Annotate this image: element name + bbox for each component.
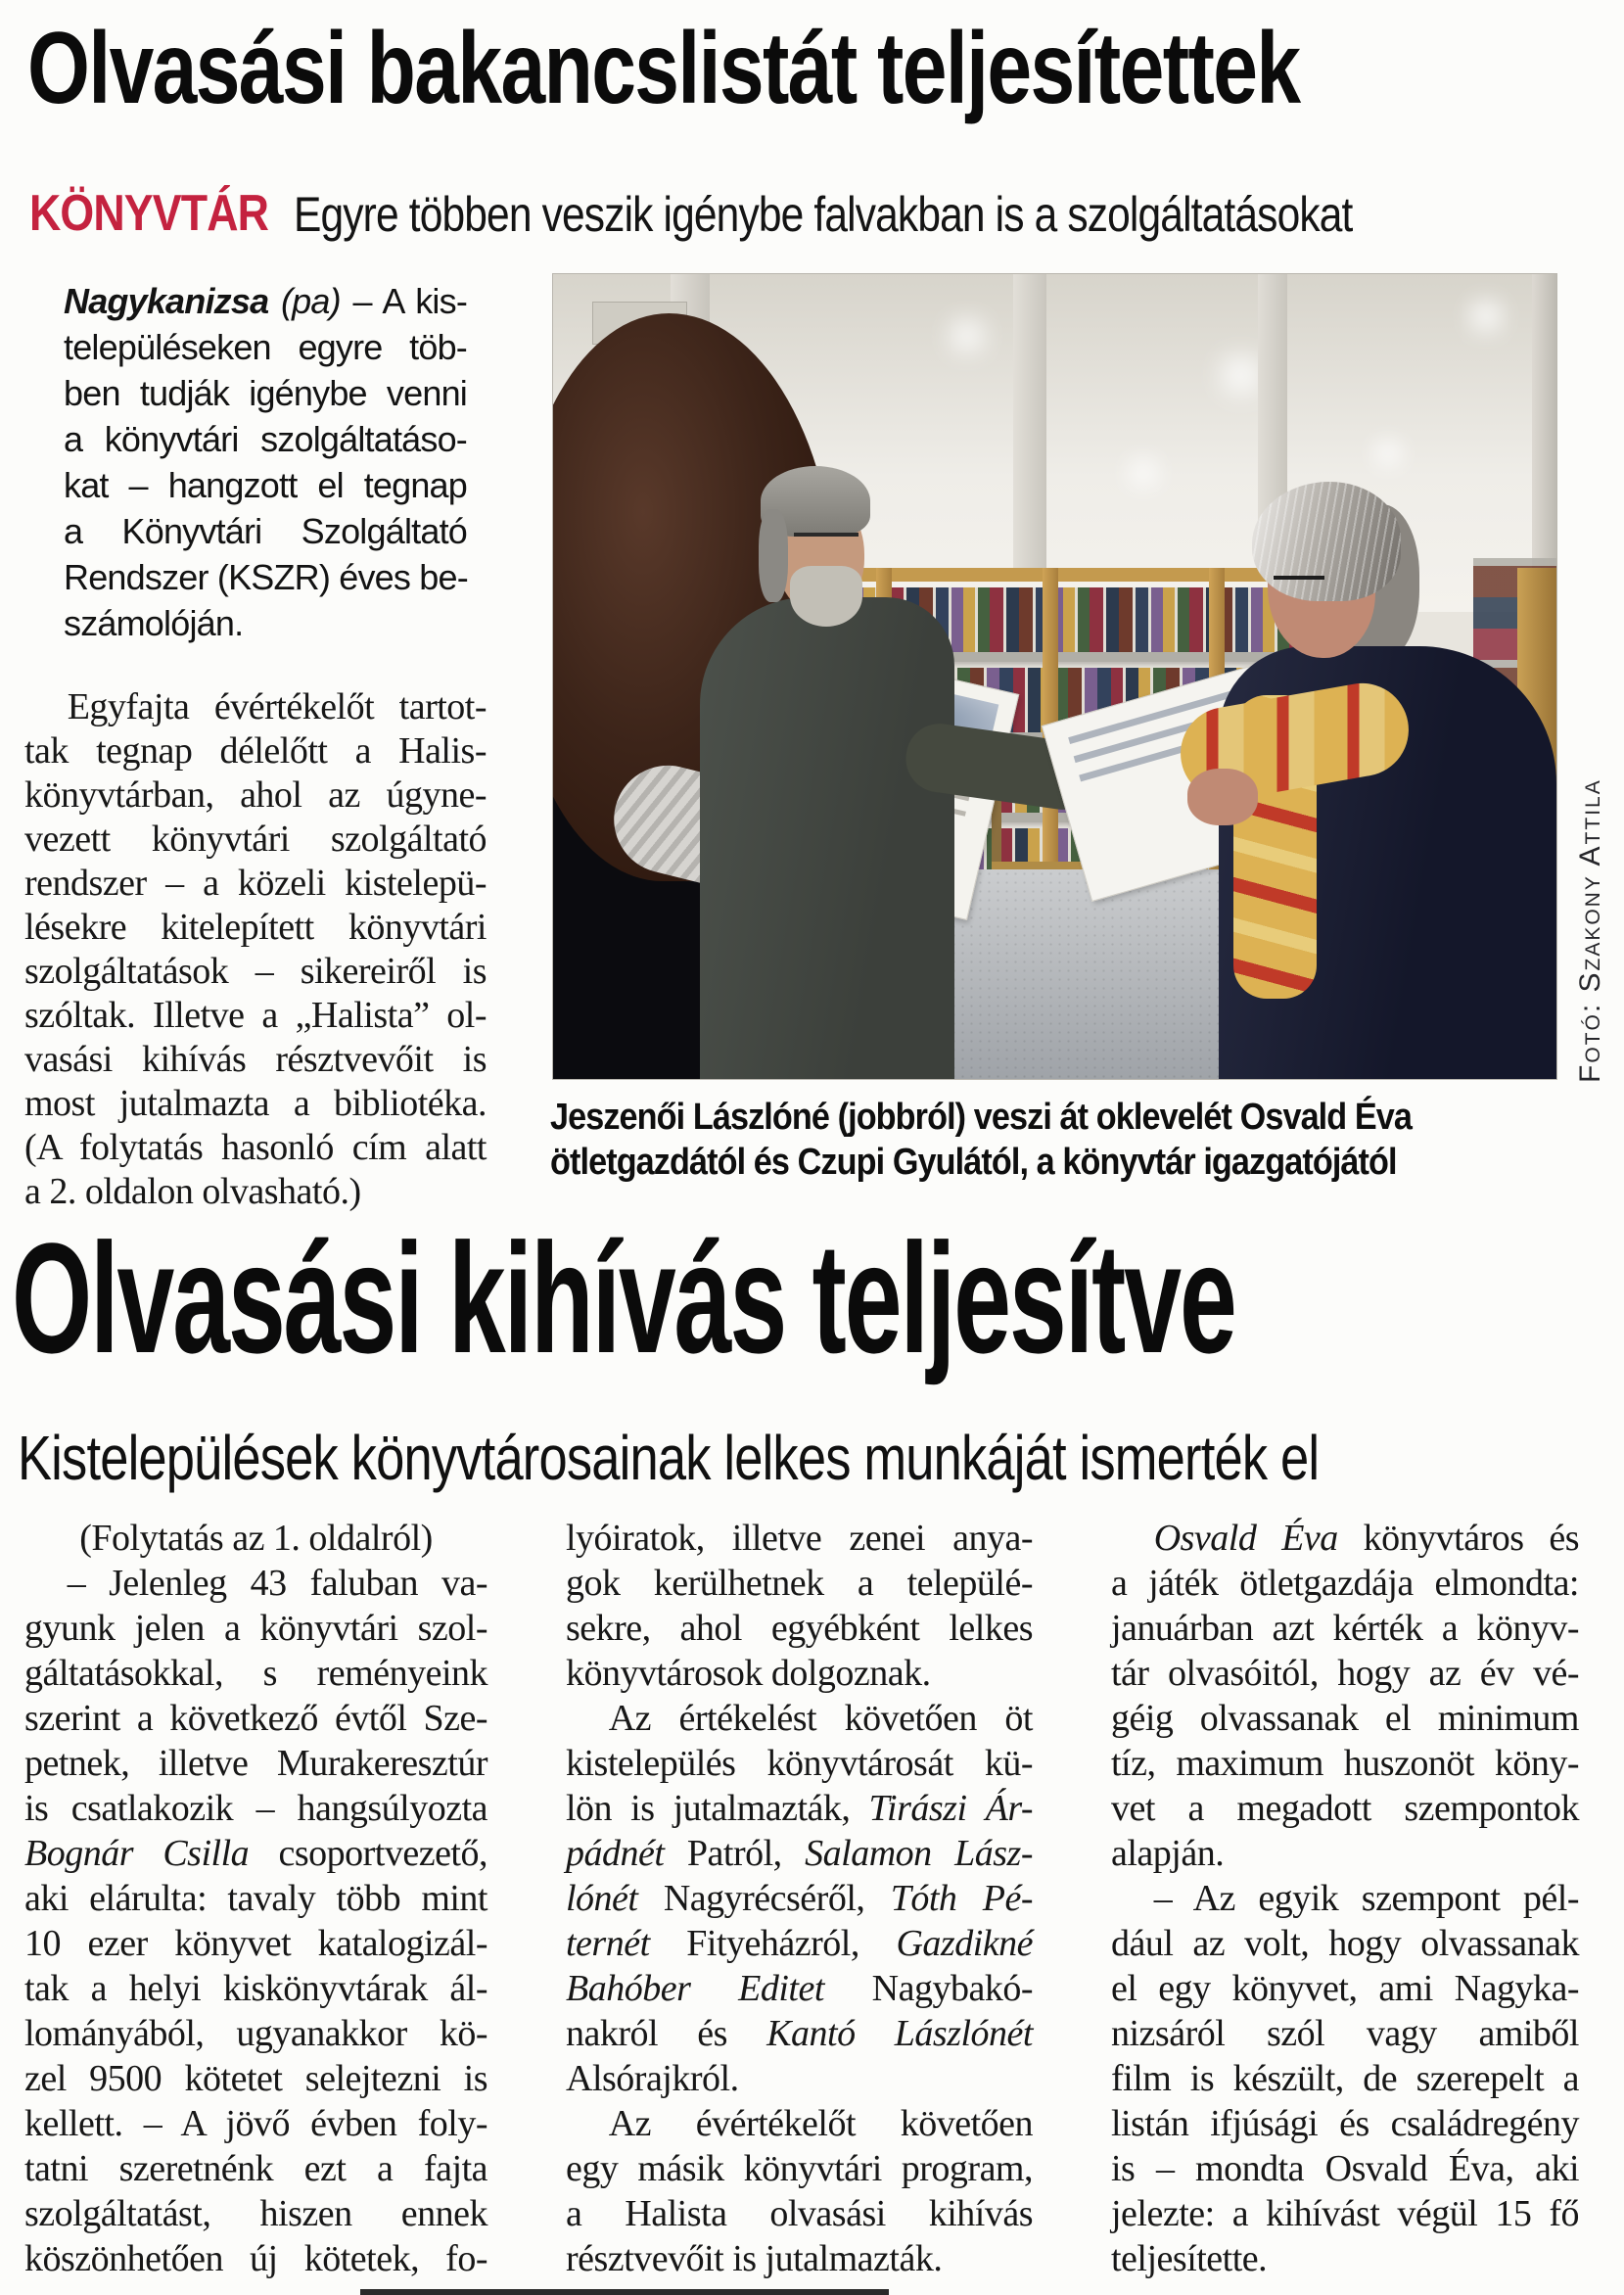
text-line: lön is jutalmazták, Tirászi Ár-	[566, 1788, 1033, 1829]
photo-person-right-hair-streaks	[1252, 482, 1401, 601]
text-line: könyvtárosok dolgoznak.	[566, 1653, 931, 1694]
text-line: nizsáról szól vagy amiből	[1111, 2013, 1579, 2054]
text-line: nakról és Kantó Lászlónét	[566, 2013, 1033, 2054]
text-line: dául az volt, hogy olvassanak	[1111, 1923, 1579, 1964]
text-line: Nagykanizsa (pa) – A kis-	[64, 281, 468, 321]
photo-pillar	[1013, 274, 1046, 568]
text-line: most jutalmazta a bibliotéka.	[24, 1083, 487, 1124]
text-line: vezett könyvtári szolgáltató	[24, 819, 487, 860]
text-line: zel 9500 kötetet selejtezni is	[24, 2058, 487, 2099]
text-line: pádnét Patról, Salamon Lász-	[566, 1833, 1033, 1874]
text-line: lónét Nagyrécséről, Tóth Pé-	[566, 1878, 1033, 1919]
text-line: kistelepülés könyvtárosát kü-	[566, 1743, 1033, 1784]
article2-headline: Olvasási kihívás teljesítve	[12, 1210, 1235, 1385]
text-line: szerint a következő évtől Sze-	[24, 1698, 487, 1739]
article1-body-paragraph	[24, 685, 487, 1214]
text-line: résztvevőit is jutalmazták.	[566, 2238, 943, 2279]
text-line: településeken egyre töb-	[64, 327, 467, 367]
text-line: kat – hangzott el tegnap	[64, 465, 467, 505]
text-line: szóltak. Illetve a „Halista” ol-	[24, 995, 487, 1036]
photo-person-right-hand	[1187, 769, 1258, 825]
text-line: teljesítette.	[1111, 2238, 1268, 2279]
photo-person-center-hair-side	[759, 509, 788, 602]
text-line: tak a helyi kiskönyvtárak ál-	[24, 1968, 487, 2009]
text-line: rendszer – a közeli kistelepü-	[24, 863, 487, 904]
article2-column-1	[24, 1516, 487, 2281]
text-line: a 2. oldalon olvasható.)	[24, 1171, 361, 1212]
photo-person-center-beard	[790, 566, 862, 627]
text-line: vasási kihívás résztvevőit is	[24, 1039, 487, 1080]
article-photo	[553, 274, 1556, 1079]
text-line: alapján.	[1111, 1833, 1225, 1874]
text-line: sekre, ahol egyébként lelkes	[566, 1608, 1033, 1649]
photo-caption-line: Jeszenői Lászlóné (jobbról) veszi át oklevelét Osvald Éva	[550, 1097, 1413, 1138]
photo-person-center-glasses	[794, 533, 858, 537]
text-line: köszönhetően új kötetek, fo-	[24, 2238, 487, 2279]
text-line: is – mondta Osvald Éva, aki	[1111, 2148, 1579, 2189]
text-line: egy másik könyvtári program,	[566, 2148, 1033, 2189]
text-line: tak tegnap délelőtt a Halis-	[24, 730, 487, 772]
photo-credit: Fotó: Szakony Attila	[1574, 778, 1606, 1083]
text-line: Bognár Csilla csoportvezető,	[24, 1833, 487, 1874]
article2-subhead: Kistelepülések könyvtárosainak lelkes munkáját ismerték el	[18, 1423, 1320, 1493]
text-line: lományából, ugyanakkor kö-	[24, 2013, 487, 2054]
text-line: ternét Fityeházról, Gazdikné	[566, 1923, 1033, 1964]
text-line: vet a megadott szempontok	[1111, 1788, 1579, 1829]
text-line: tatni szeretnénk ezt a fajta	[24, 2148, 487, 2189]
text-line: géig olvassanak el minimum	[1111, 1698, 1579, 1739]
scan-edge-artifact	[360, 2289, 889, 2295]
text-line: lyóiratok, illetve zenei anya-	[566, 1518, 1033, 1559]
text-line: lésekre kitelepített könyvtári	[24, 907, 487, 948]
text-line: el egy könyvet, ami Nagyka-	[1111, 1968, 1579, 2009]
text-line: (Folytatás az 1. oldalról)	[79, 1518, 433, 1559]
photo-caption-line: ötletgazdától és Czupi Gyulától, a könyvtár igazgatójától	[550, 1142, 1397, 1183]
photo-caption	[550, 1095, 1412, 1185]
text-line: a játék ötletgazdája elmondta:	[1111, 1563, 1579, 1604]
text-line: könyvtárban, ahol az úgyne-	[24, 774, 487, 816]
text-line: listán ifjúsági és családregény	[1111, 2103, 1579, 2144]
photo-person-right-glasses	[1274, 576, 1324, 580]
text-line: tíz, maximum huszonöt köny-	[1111, 1743, 1579, 1784]
text-line: a könyvtári szolgáltatáso-	[64, 419, 467, 459]
text-line: film is készült, de szerepelt a	[1111, 2058, 1579, 2099]
article2-column-3	[1111, 1516, 1579, 2281]
text-line: ben tudják igénybe venni	[64, 373, 467, 413]
text-line: Rendszer (KSZR) éves be-	[64, 557, 468, 597]
text-line: januárban azt kérték a könyv-	[1111, 1608, 1579, 1649]
text-line: számolóján.	[64, 603, 244, 643]
text-line: szolgáltatások – sikereiről is	[24, 951, 487, 992]
photo-person-center-jacket	[700, 597, 954, 1079]
text-line: 10 ezer könyvet katalogizál-	[24, 1923, 487, 1964]
text-line: (A folytatás hasonló cím alatt	[24, 1127, 487, 1168]
text-line: szolgáltatást, hiszen ennek	[24, 2193, 487, 2234]
text-line: Bahóber Editet Nagybakó-	[566, 1968, 1033, 2009]
text-line: Egyfajta évértékelőt tartot-	[67, 686, 487, 727]
text-line: aki elárulta: tavaly több mint	[24, 1878, 487, 1919]
text-line: a Halista olvasási kihívás	[566, 2193, 1033, 2234]
text-line: kellett. – A jövő évben foly-	[24, 2103, 487, 2144]
text-line: jelezte: a kihívást végül 15 fő	[1111, 2193, 1579, 2234]
text-line: Az évértékelőt követően	[608, 2103, 1033, 2144]
text-line: gok kerülhetnek a települé-	[566, 1563, 1033, 1604]
article2-column-2	[566, 1516, 1033, 2281]
text-line: Alsórajkról.	[566, 2058, 739, 2099]
text-line: gyunk jelen a könyvtári szol-	[24, 1608, 487, 1649]
article1-kicker: KÖNYVTÁR	[29, 185, 269, 242]
article1-headline: Olvasási bakancslistát teljesítettek	[27, 12, 1300, 125]
text-line: tár olvasóitól, hogy az év vé-	[1111, 1653, 1579, 1694]
text-line: Az értékelést követően öt	[608, 1698, 1033, 1739]
text-line: petnek, illetve Murakeresztúr	[24, 1743, 487, 1784]
text-line: – Jelenleg 43 faluban va-	[67, 1563, 487, 1604]
text-line: Osvald Éva könyvtáros és	[1153, 1518, 1579, 1559]
text-line: a Könyvtári Szolgáltató	[64, 511, 467, 551]
article1-lead-paragraph	[64, 278, 467, 646]
text-line: gáltatásokkal, s reményeink	[24, 1653, 487, 1694]
text-line: – Az egyik szempont pél-	[1153, 1878, 1579, 1919]
text-line: is csatlakozik – hangsúlyozta	[24, 1788, 487, 1829]
article1-subhead: Egyre többen veszik igénybe falvakban is a szolgáltatásokat	[294, 187, 1353, 242]
